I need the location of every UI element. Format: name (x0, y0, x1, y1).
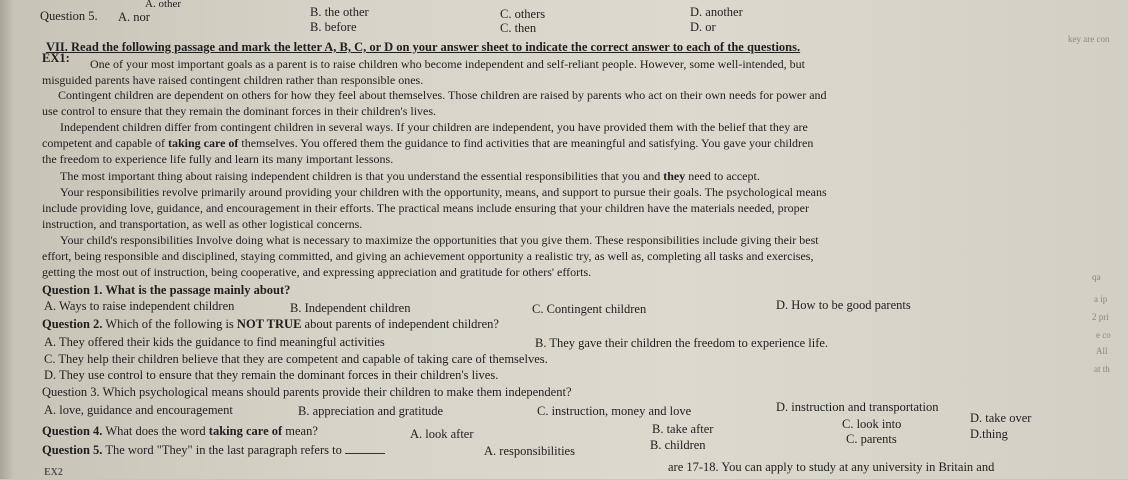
passage-line: Independent children differ from contingent children in several ways. If your children are independent, you have provided them with the belief that they are (60, 120, 808, 134)
margin-note: All (1096, 346, 1108, 356)
question-5-option-c: C. parents (846, 432, 897, 446)
question-2-stem (42, 317, 499, 331)
question-4-option-b: B. take after (652, 422, 714, 436)
keyword-taking-care-of: taking care of (208, 424, 283, 438)
passage-line: use control to ensure that they remain the dominant forces in their children's lives. (42, 104, 437, 118)
exercise-2-label: EX2 (44, 467, 63, 478)
q5-prev-option-d1: D. another (690, 5, 743, 19)
q5-prev-option-c2: C. then (500, 21, 537, 35)
question-1-option-d: D. How to be good parents (776, 298, 911, 312)
keyword-taking-care-of: taking care of (167, 136, 239, 150)
question-5-option-d: D.thing (970, 427, 1008, 441)
page-edge-shadow (0, 0, 14, 479)
passage-line: Your child's responsibilities Involve doing what is necessary to maximize the opportunities that you give them. These responsibilities include giving their best (60, 233, 819, 247)
exercise-label: EX1: (42, 51, 70, 65)
q5-prev-option-d2: D. or (690, 20, 716, 34)
question-3-stem: Question 3. Which psychological means should parents provide their children to make them independent? (42, 385, 572, 399)
question-2-option-b: B. They gave their children the freedom to experience life. (535, 336, 829, 350)
passage-line: include providing love, guidance, and encouragement in their efforts. The practical means include ensuring that your children have the materials needed, proper (42, 201, 809, 215)
passage-line: the freedom to experience life fully and learn its many important lessons. (42, 152, 394, 166)
question-3-option-c: C. instruction, money and love (537, 404, 692, 418)
passage-line: getting the most out of instruction, being cooperative, and expressing appreciation and gratitude for others' efforts. (42, 265, 592, 279)
q5-prev-label: Question 5. (40, 9, 98, 23)
question-2-option-d: D. They use control to ensure that they remain the dominant forces in their children's lives. (44, 368, 499, 382)
answer-blank (345, 443, 385, 454)
question-4-stem (42, 424, 318, 438)
question-1-option-a: A. Ways to raise independent children (44, 299, 235, 313)
margin-note: 2 pri (1092, 312, 1109, 322)
margin-note: qa (1092, 272, 1101, 282)
passage-line: effort, being responsible and disciplined, staying committed, and giving an achievement opportunity a realistic try, as well as, completing all tasks and exercises, (42, 249, 814, 263)
question-4-option-a: A. look after (410, 427, 474, 441)
text-span: need to accept. (685, 169, 760, 183)
margin-note: e co (1096, 330, 1111, 340)
question-5-option-a: A. responsibilities (484, 444, 575, 458)
margin-note: at th (1094, 364, 1110, 374)
question-4-option-c: C. look into (842, 417, 902, 431)
text-span: The most important thing about raising independent children is that you understand the essential responsibilities that you and (60, 169, 664, 183)
passage-line-with-keyword (60, 169, 760, 183)
margin-note-top-right: key are con (1068, 34, 1110, 44)
passage-line: instruction, and transportation, as well as other logistical concerns. (42, 217, 363, 231)
passage-line: misguided parents have raised contingent children rather than responsible ones. (42, 73, 424, 87)
text-span: about parents of independent children? (301, 317, 499, 331)
passage-line: Contingent children are dependent on others for how they feel about themselves. Those children are raised by parents who act on their own needs for power and (58, 88, 827, 102)
passage-line: One of your most important goals as a parent is to raise children who become independent and self-reliant people. However, some well-intended, but (90, 57, 805, 71)
keyword-they: they (663, 169, 686, 183)
question-1-option-b: B. Independent children (290, 301, 411, 315)
next-passage-partial-line: are 17-18. You can apply to study at any university in Britain and (668, 460, 995, 474)
margin-note: a ip (1094, 294, 1108, 304)
q5-prev-option-c1: C. others (500, 7, 546, 21)
question-2-option-c: C. They help their children believe that they are competent and capable of taking care of themselves. (44, 352, 548, 366)
question-4-option-d: D. take over (970, 411, 1032, 425)
q5-prev-option-a: A. nor (118, 10, 150, 24)
passage-line: Your responsibilities revolve primarily around providing your children with the opportunity, means, and support to pursue their goals. The psychological means (60, 185, 827, 199)
question-3-option-a: A. love, guidance and encouragement (44, 403, 233, 417)
question-2-option-a: A. They offered their kids the guidance to find meaningful activities (44, 335, 385, 349)
question-1-option-c: C. Contingent children (532, 302, 647, 316)
question-5-stem (42, 443, 385, 457)
q5-prev-option-b1: B. the other (310, 5, 369, 19)
q5-prev-option-b2: B. before (310, 20, 357, 34)
text-span: themselves. You offered them the guidance to find activities that are meaningful and satisfying. You gave your children (238, 136, 814, 150)
q5-prev-option-a-top: A. other (145, 0, 182, 10)
question-5-label: Question 5. (42, 443, 103, 457)
section-title: VII. Read the following passage and mark the letter A, B, C, or D on your answer sheet to indicate the correct answer to each of the questions. (46, 40, 801, 54)
text-span: Which of the following is (102, 317, 237, 331)
text-span: The word "They" in the last paragraph refers to (102, 443, 342, 457)
text-span: mean? (282, 424, 318, 438)
question-5-option-b: B. children (650, 438, 706, 452)
question-1-stem: Question 1. What is the passage mainly about? (42, 283, 291, 297)
question-2-label: Question 2. (42, 317, 103, 331)
keyword-not-true: NOT TRUE (236, 317, 302, 331)
question-4-label: Question 4. (42, 424, 103, 438)
text-span: What does the word (102, 424, 209, 438)
question-3-option-b: B. appreciation and gratitude (298, 404, 444, 418)
passage-line-with-keyword (42, 136, 813, 150)
text-span: competent and capable of (42, 136, 168, 150)
question-3-option-d: D. instruction and transportation (776, 400, 939, 414)
